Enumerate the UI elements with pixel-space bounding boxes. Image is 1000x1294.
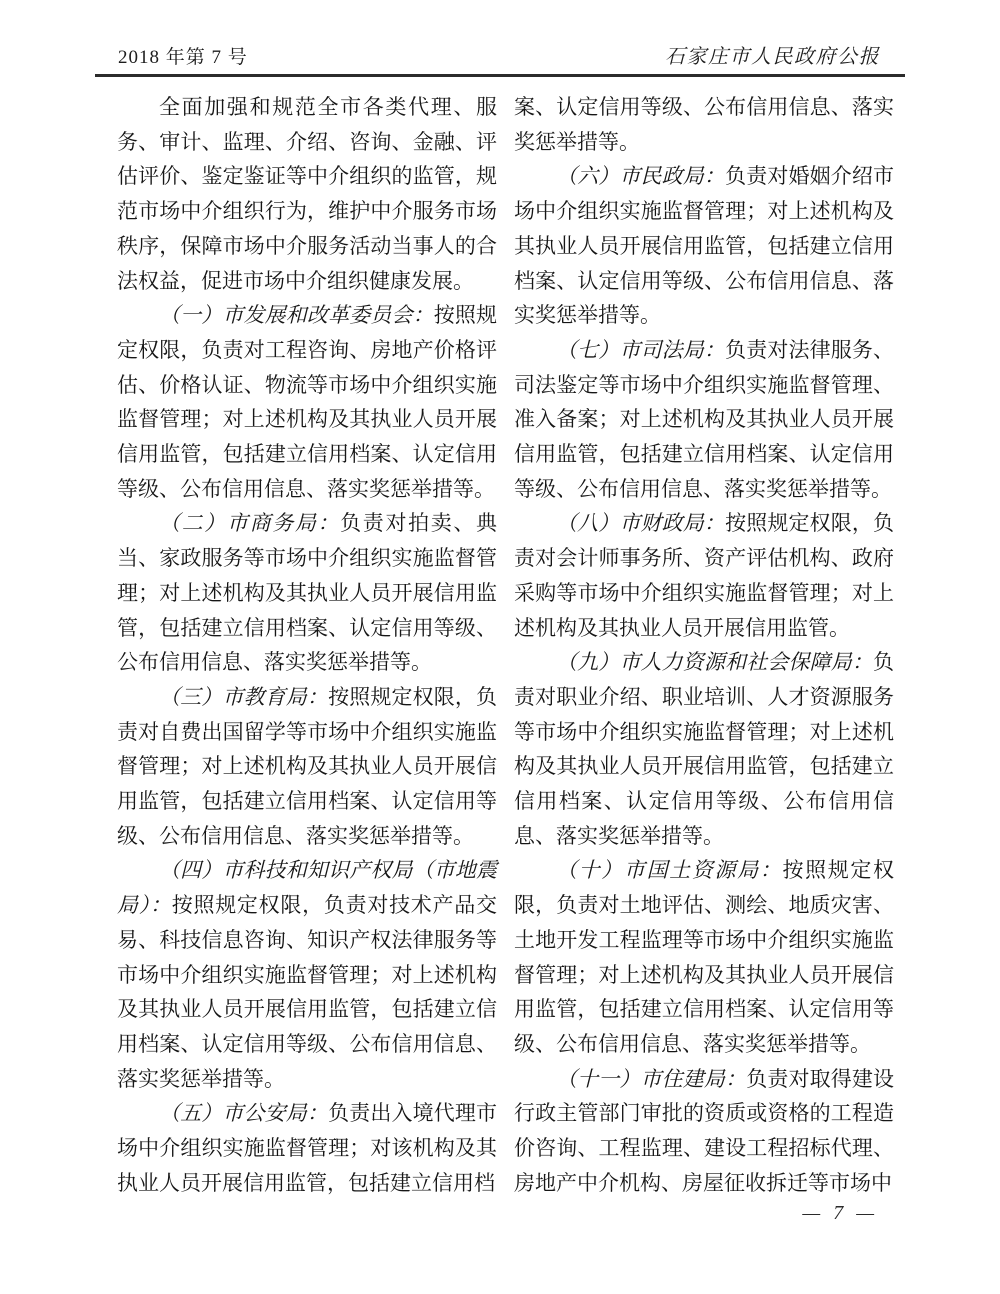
paragraph-body: 按照规定权限，负责对自费出国留学等市场中介组织实施监督管理；对上述机构及其执业人员开展信用监管，包括建立信用档案、认定信用等级、公布信用信息、落实奖惩举措等。 <box>117 684 498 848</box>
paragraph-head: （六）市民政局： <box>556 164 726 189</box>
paragraph-body: 负责对婚姻介绍市场中介组织实施监督管理；对上述机构及其执业人员开展信用监管，包括建立信用档案、认定信用等级、公布信用信息、落实奖惩举措等。 <box>514 164 895 328</box>
paragraph-item-7 <box>514 333 894 507</box>
paragraph-body: 负责对职业介绍、职业培训、人才资源服务等市场中介组织实施监督管理；对上述机构及其执业人员开展信用监管，包括建立信用档案、认定信用等级、公布信用信息、落实奖惩举措等。 <box>514 650 894 848</box>
paragraph-head: （三）市教育局： <box>159 684 329 709</box>
paragraph-head: （七）市司法局： <box>556 337 726 362</box>
paragraph-head: （一）市发展和改革委员会： <box>159 303 434 328</box>
paragraph-item-5 <box>117 1096 497 1200</box>
paragraph-head: （十）市国土资源局： <box>556 858 783 883</box>
paragraph-head: （二）市商务局： <box>159 511 341 536</box>
paragraph-item-11 <box>514 1062 894 1201</box>
text-column-right <box>514 90 894 1201</box>
paragraph-item-10 <box>514 853 894 1061</box>
paragraph-item-6 <box>514 159 894 333</box>
text-column-left <box>117 90 497 1201</box>
header-gazette-title: 石家庄市人民政府公报 <box>665 46 880 68</box>
paragraph-body: 按照规定权限，负责对工程咨询、房地产价格评估、价格认证、物流等市场中介组织实施监督管理；对上述机构及其执业人员开展信用监管，包括建立信用档案、认定信用等级、公布信用信息、落实奖惩举措等。 <box>117 303 498 501</box>
paragraph-body: 按照规定权限，负责对土地评估、测绘、地质灾害、土地开发工程监理等市场中介组织实施监督管理；对上述机构及其执业人员开展信用监管，包括建立信用档案、认定信用等级、公布信用信息、落实奖惩举措等。 <box>514 858 895 1056</box>
paragraph-head: （九）市人力资源和社会保障局： <box>556 650 873 675</box>
paragraph-item-1 <box>117 298 497 506</box>
page-number: — 7 — <box>802 1202 878 1224</box>
header-divider-rule <box>95 74 905 77</box>
paragraph-item-3 <box>117 680 497 854</box>
paragraph-head: （十一）市住建局： <box>556 1066 747 1091</box>
paragraph-item-4 <box>117 853 497 1096</box>
paragraph-head: （五）市公安局： <box>159 1101 329 1126</box>
paragraph-head: （四）市科技和知识产权局（市地震局）： <box>117 858 497 918</box>
paragraph-body: 案、认定信用等级、公布信用信息、落实奖惩举措等。 <box>514 95 894 154</box>
paragraph-intro <box>117 90 497 298</box>
paragraph-body: 负责出入境代理市场中介组织实施监督管理；对该机构及其执业人员开展信用监管，包括建立信用档 <box>117 1101 498 1195</box>
paragraph-item-9 <box>514 645 894 853</box>
paragraph-body: 按照规定权限，负责对技术产品交易、科技信息咨询、知识产权法律服务等市场中介组织实施监督管理；对上述机构及其执业人员开展信用监管，包括建立信用档案、认定信用等级、公布信用信息、落实奖惩举措等。 <box>117 893 498 1091</box>
paragraph-body: 负责对取得建设行政主管部门审批的资质或资格的工程造价咨询、工程监理、建设工程招标代理、房地产中介机构、房屋征收拆迁等市场中 <box>514 1066 895 1195</box>
paragraph-body: 负责对拍卖、典当、家政服务等市场中介组织实施监督管理；对上述机构及其执业人员开展信用监管，包括建立信用档案、认定信用等级、公布信用信息、落实奖惩举措等。 <box>117 511 498 675</box>
paragraph-body: 按照规定权限，负责对会计师事务所、资产评估机构、政府采购等市场中介组织实施监督管理；对上述机构及其执业人员开展信用监管。 <box>514 511 895 640</box>
paragraph-item-8 <box>514 506 894 645</box>
paragraph-body: 负责对法律服务、司法鉴定等市场中介组织实施监督管理、准入备案；对上述机构及其执业人员开展信用监管，包括建立信用档案、认定信用等级、公布信用信息、落实奖惩举措等。 <box>514 337 895 501</box>
paragraph-body: 全面加强和规范全市各类代理、服务、审计、监理、介绍、咨询、金融、评估评价、鉴定鉴证等中介组织的监管，规范市场中介组织行为，维护中介服务市场秩序，保障市场中介服务活动当事人的合法权益，促进市场中介组织健康发展。 <box>117 95 497 293</box>
paragraph-item-2 <box>117 506 497 680</box>
paragraph-head: （八）市财政局： <box>556 511 726 536</box>
header-issue-number: 2018 年第 7 号 <box>118 47 248 68</box>
paragraph-item-5-continued <box>514 90 894 159</box>
